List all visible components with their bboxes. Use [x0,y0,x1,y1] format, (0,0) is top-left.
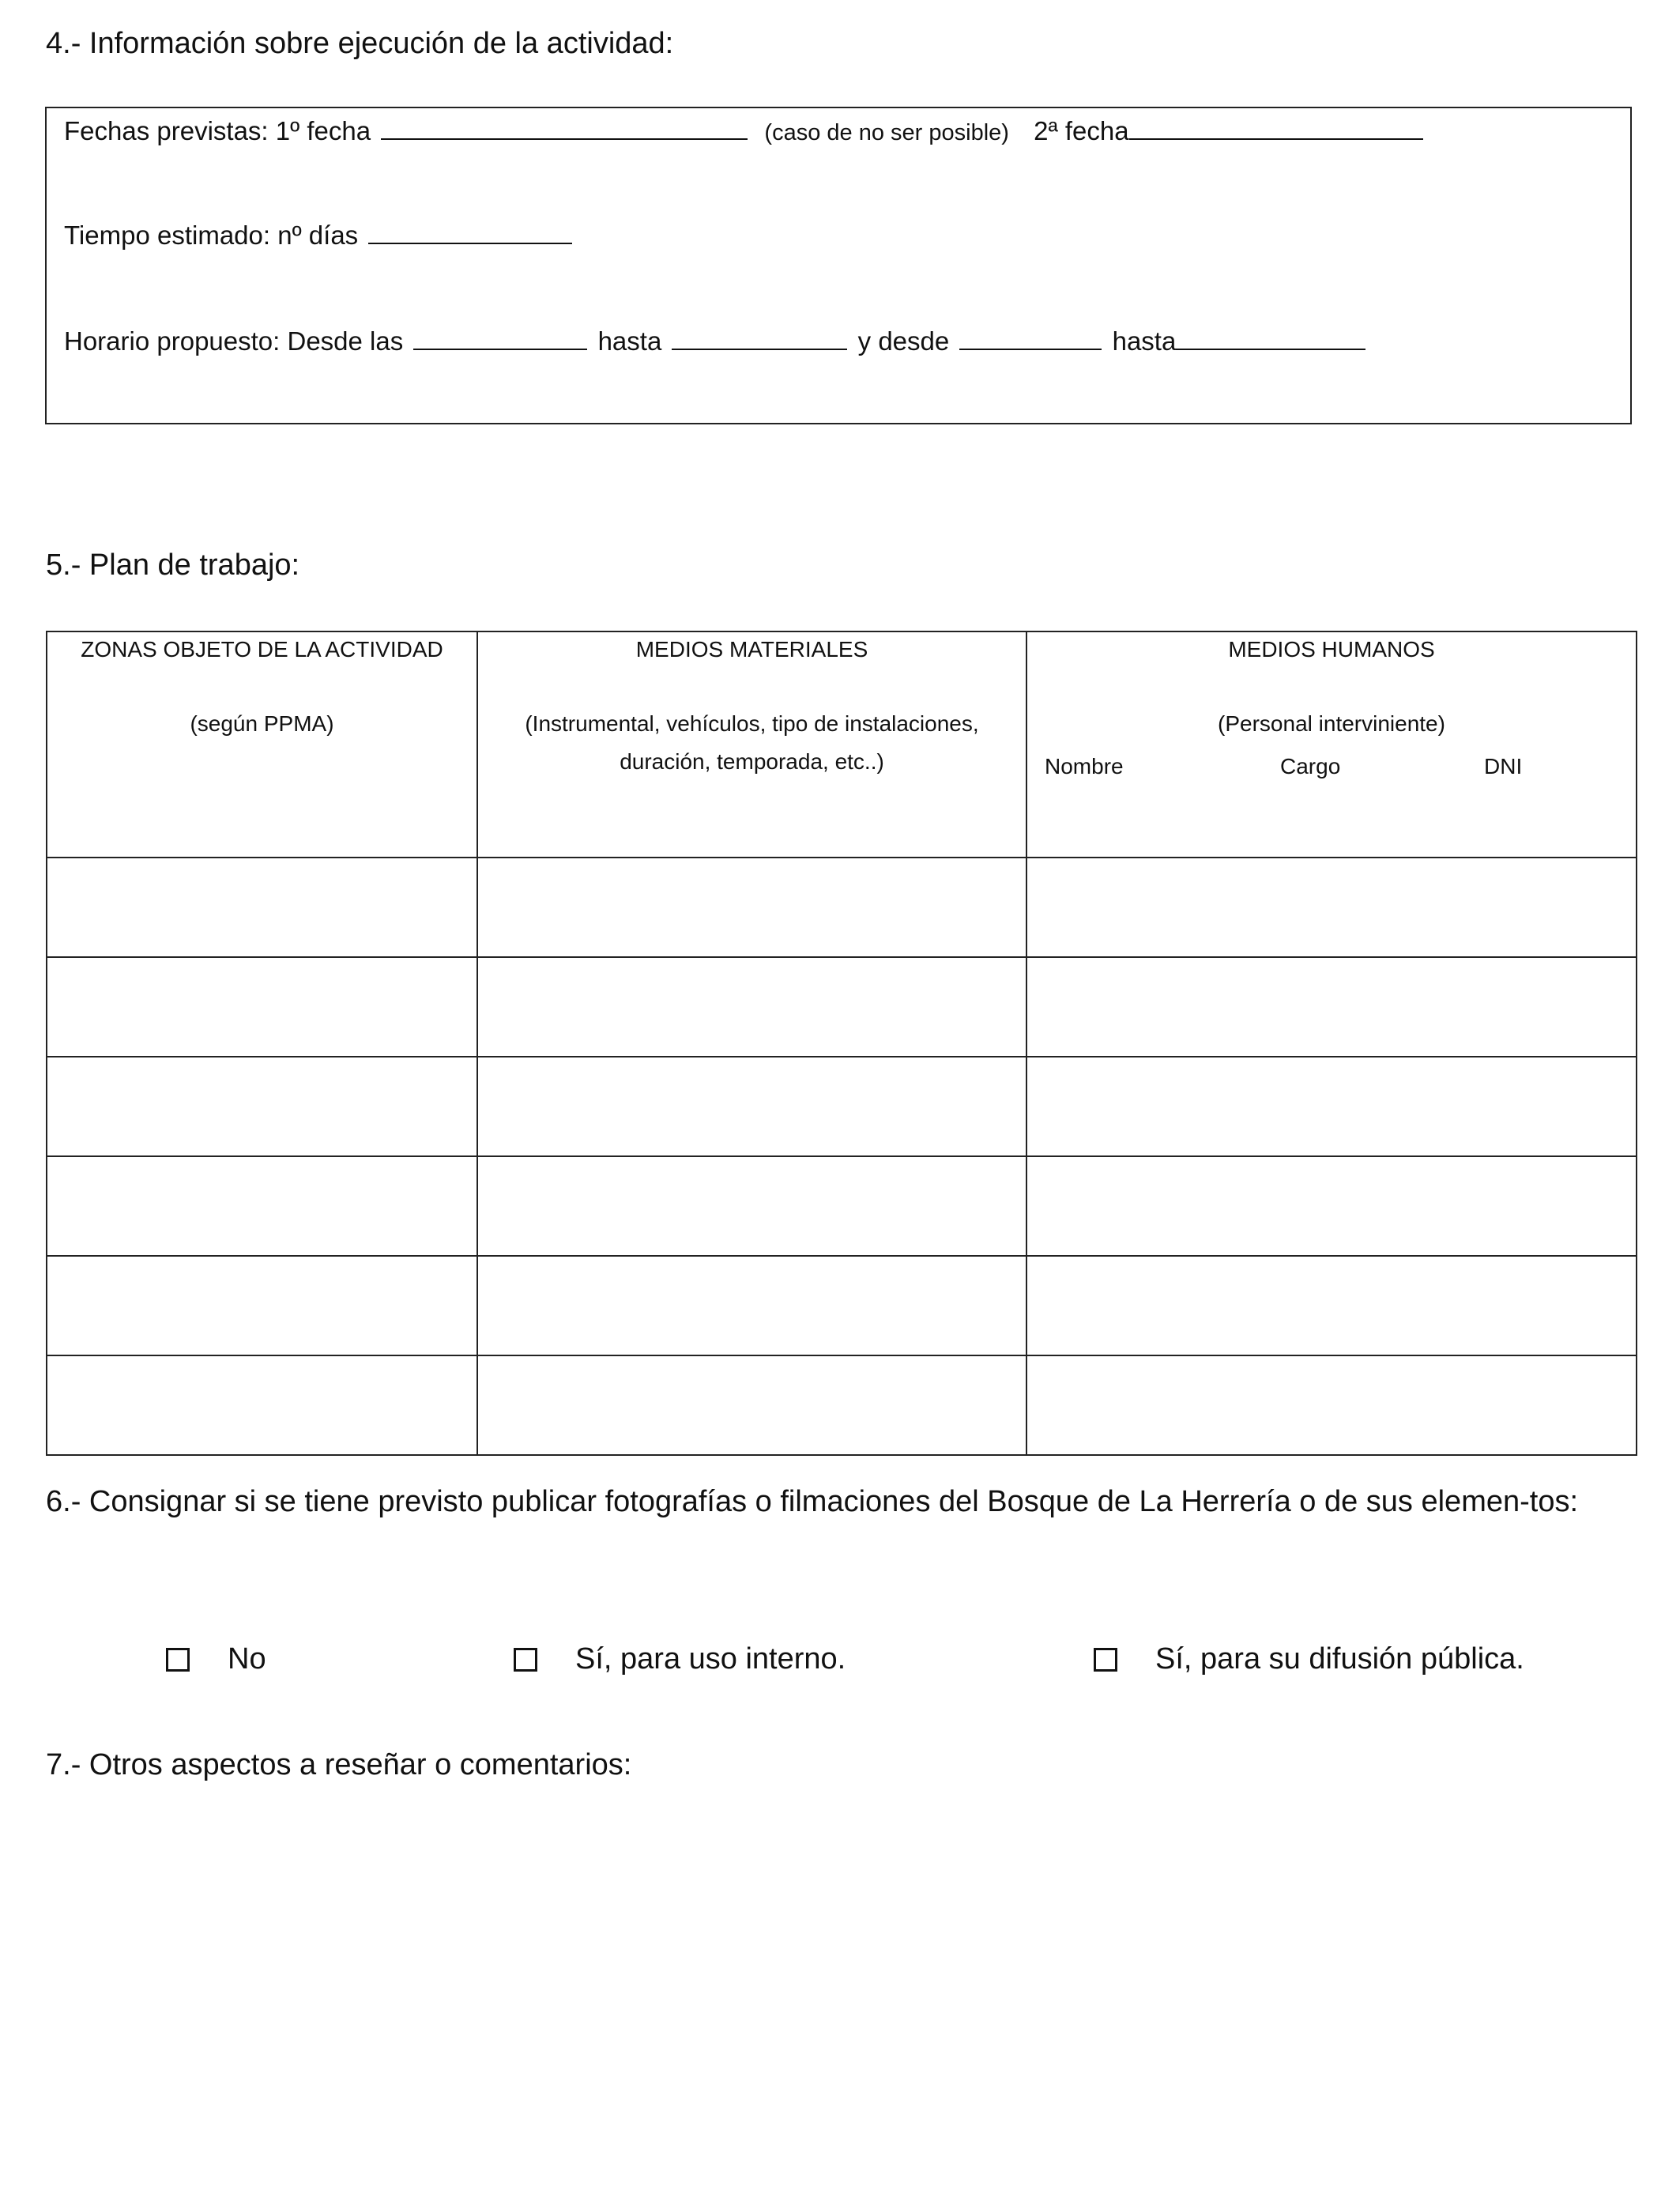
staff-header [1026,631,1637,858]
date2-field[interactable] [1129,113,1423,140]
staff-cell[interactable] [1026,1057,1637,1156]
staff-name-col: Nombre [1045,754,1124,778]
staff-subcolumns [1027,754,1636,786]
dates-label: Fechas previstas: 1º fecha [64,116,371,145]
option-no-label: No [228,1642,266,1676]
zone-cell[interactable] [47,1256,477,1355]
dates-line [64,113,1426,146]
zone-cell[interactable] [47,957,477,1057]
staff-cell[interactable] [1026,1256,1637,1355]
zones-header [47,631,477,858]
zone-cell[interactable] [47,1355,477,1455]
table-header-row [47,631,1637,858]
zone-cell[interactable] [47,1057,477,1156]
materials-cell[interactable] [477,1355,1026,1455]
option-internal[interactable] [514,1642,846,1676]
time-label: Tiempo estimado: nº días [64,221,359,250]
schedule-line [64,323,1369,356]
section-5-heading: 5.- Plan de trabajo: [46,548,300,582]
option-no[interactable] [166,1642,266,1676]
table-row [47,957,1637,1057]
materials-cell[interactable] [477,1256,1026,1355]
zone-cell[interactable] [47,858,477,957]
date2-label: 2ª fecha [1034,116,1129,145]
to2-label: hasta [1112,326,1177,356]
materials-header [477,631,1026,858]
materials-cell[interactable] [477,1156,1026,1256]
execution-info-box [45,107,1632,424]
schedule-label: Horario propuesto: Desde las [64,326,404,356]
option-public[interactable] [1094,1642,1524,1676]
to1-field[interactable] [672,323,847,350]
materials-subtitle: (Instrumental, vehículos, tipo de instalaciones, duración, temporada, etc..) [525,711,979,774]
table-row [47,1256,1637,1355]
section-6-heading: 6.- Consignar si se tiene previsto publicar fotografías o filmaciones del Bosque de La Herrería o de sus elemen-tos: [46,1485,1579,1518]
table-row [47,1057,1637,1156]
materials-cell[interactable] [477,1057,1026,1156]
staff-cell[interactable] [1026,1156,1637,1256]
table-row [47,1156,1637,1256]
checkbox-no[interactable] [166,1648,190,1672]
staff-cell[interactable] [1026,858,1637,957]
to2-field[interactable] [1176,323,1365,350]
materials-cell[interactable] [477,858,1026,957]
option-public-label: Sí, para su difusión pública. [1155,1642,1524,1676]
staff-id-col: DNI [1484,754,1523,778]
staff-subtitle: (Personal interviniente) [1218,711,1445,736]
time-line [64,217,575,251]
section-7-heading: 7.- Otros aspectos a reseñar o comentarios: [46,1748,632,1781]
from1-field[interactable] [413,323,587,350]
and-from-label: y desde [857,326,950,356]
zone-cell[interactable] [47,1156,477,1256]
to1-label: hasta [597,326,662,356]
from2-field[interactable] [959,323,1102,350]
section-4-heading: 4.- Información sobre ejecución de la actividad: [46,27,674,60]
dates-note: (caso de no ser posible) [764,120,1009,145]
staff-role-col: Cargo [1280,754,1341,778]
days-field[interactable] [368,217,572,244]
staff-cell[interactable] [1026,957,1637,1057]
zones-title: ZONAS OBJETO DE LA ACTIVIDAD [81,637,443,662]
checkbox-public[interactable] [1094,1648,1117,1672]
checkbox-internal[interactable] [514,1648,537,1672]
materials-cell[interactable] [477,957,1026,1057]
staff-cell[interactable] [1026,1355,1637,1455]
table-row [47,858,1637,957]
materials-title: MEDIOS MATERIALES [635,637,868,662]
date1-field[interactable] [381,113,748,140]
staff-title: MEDIOS HUMANOS [1228,637,1435,662]
table-row [47,1355,1637,1455]
option-internal-label: Sí, para uso interno. [575,1642,846,1676]
work-plan-table [46,631,1637,1456]
zones-subtitle: (según PPMA) [190,711,334,736]
